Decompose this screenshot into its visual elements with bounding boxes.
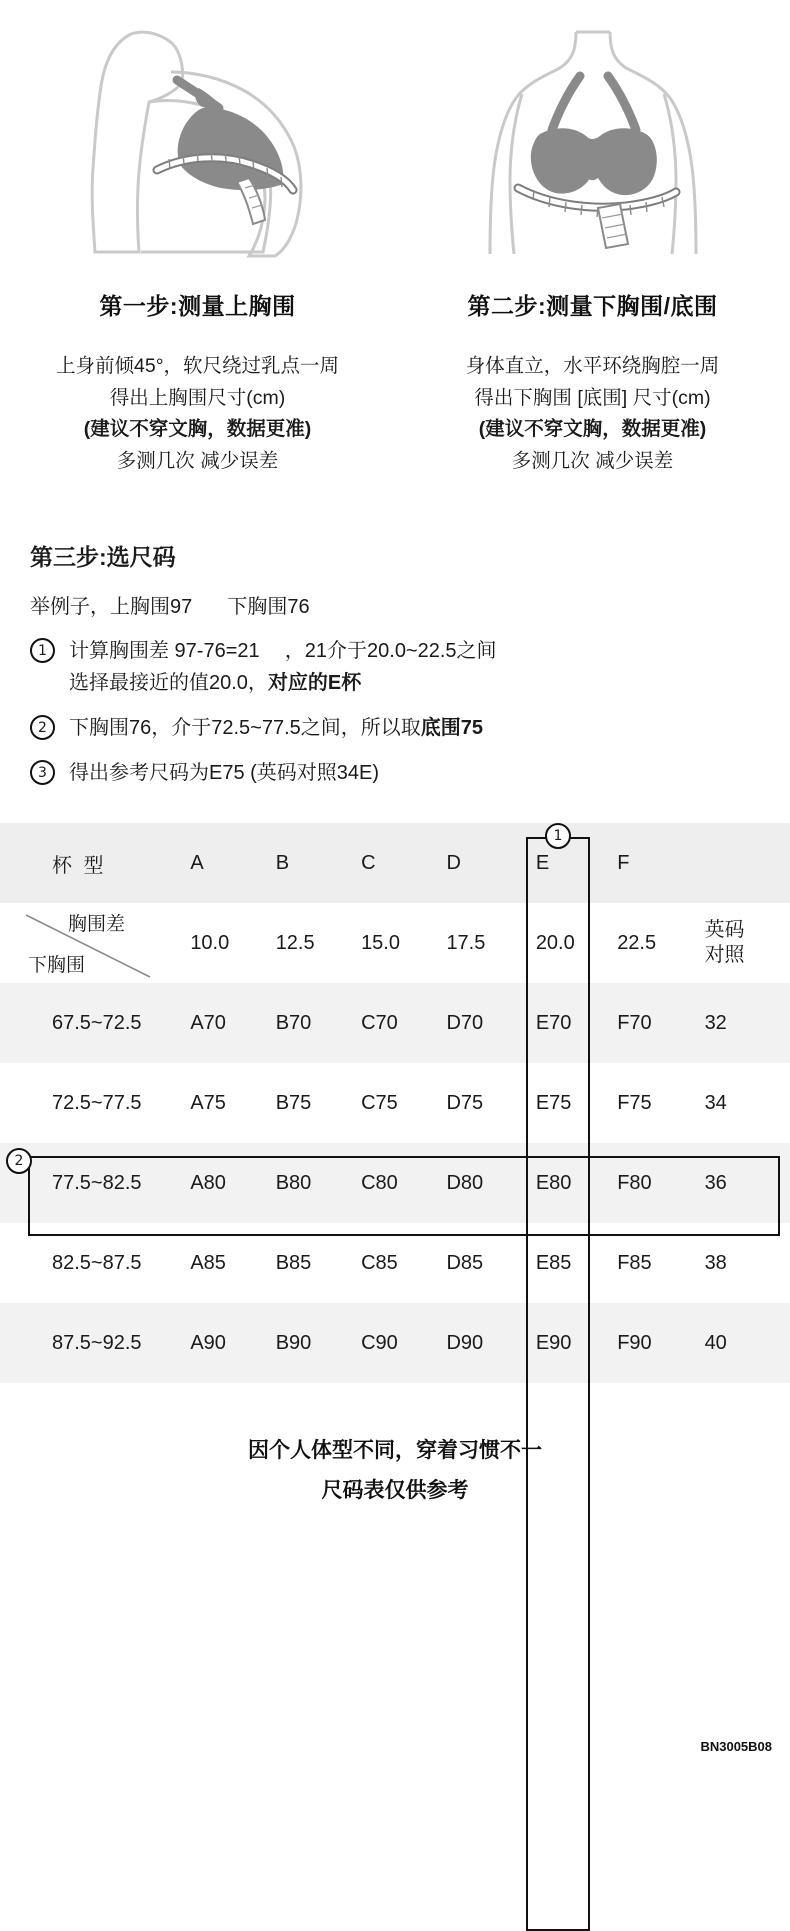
- disclaimer-line-2: 尺码表仅供参考: [321, 1479, 469, 1503]
- step-three-title: 第三步:选尺码: [30, 544, 176, 571]
- size-cell-f: F80: [617, 1171, 652, 1194]
- table-header-row: [0, 823, 790, 903]
- under-bust-illustration: [448, 28, 738, 258]
- table-row: [0, 983, 790, 1063]
- size-cell-a: A70: [190, 1011, 226, 1034]
- size-cell-c: C85: [361, 1251, 398, 1274]
- english-size: 40: [704, 1331, 727, 1354]
- step-one-line-3: (建议不穿文胸，数据更准): [83, 418, 312, 441]
- step-three-item-3: [30, 757, 790, 789]
- item1-line2-b: 对应的E杯: [267, 672, 362, 695]
- cup-col-a: A: [190, 851, 204, 874]
- product-code: BN3005B08: [700, 1739, 772, 1754]
- size-cell-a: A85: [190, 1251, 226, 1274]
- size-cell-e: E85: [535, 1251, 572, 1274]
- size-cell-d: D75: [446, 1091, 484, 1114]
- size-cell-f: F75: [617, 1091, 652, 1114]
- diff-value-a: 10.0: [190, 931, 230, 954]
- item2-line1-b: 底围75: [420, 717, 484, 740]
- item1-line1-a: 计算胸围差 97-76=21: [69, 640, 260, 663]
- size-cell-a: A75: [190, 1091, 226, 1114]
- size-cell-c: C70: [361, 1011, 398, 1034]
- step-one-line-1: 上身前倾45°，软尺绕过乳点一周: [56, 355, 339, 377]
- cup-col-e: E: [535, 851, 550, 874]
- table-row: [0, 1143, 790, 1223]
- diff-value-d: 17.5: [446, 931, 486, 954]
- size-cell-f: F70: [617, 1011, 652, 1034]
- diff-label-bottom: 下胸围: [28, 955, 86, 977]
- item1-line2-a: 选择最接近的值20.0，: [69, 672, 268, 695]
- size-cell-c: C80: [361, 1171, 398, 1194]
- item1-line1-b: ，21介于20.0~22.5之间: [284, 640, 497, 663]
- step-three-section: [0, 539, 790, 789]
- circle-number-2-icon: 2: [30, 715, 55, 740]
- disclaimer-line-1: 因个人体型不同，穿着习惯不一: [248, 1439, 542, 1463]
- step-three-item-2: [30, 712, 790, 744]
- diff-value-f: 22.5: [617, 931, 657, 954]
- band-range: 82.5~87.5: [52, 1251, 142, 1274]
- header-spacer: [691, 823, 790, 903]
- english-size-header: [691, 903, 790, 983]
- size-cell-c: C75: [361, 1091, 398, 1114]
- size-cell-d: D85: [446, 1251, 484, 1274]
- english-size: 32: [704, 1011, 727, 1034]
- item2-line1-a: 下胸围76，介于72.5~77.5之间，所以取: [69, 717, 421, 740]
- size-cell-e: E70: [535, 1011, 572, 1034]
- diff-axis-cell: [0, 903, 178, 983]
- size-cell-f: F90: [617, 1331, 652, 1354]
- item3-line1-a: 得出参考尺码为E75 (英码对照34E): [69, 762, 380, 785]
- disclaimer: [0, 1431, 790, 1511]
- step-three-example: [30, 590, 790, 619]
- table-row: [0, 1063, 790, 1143]
- band-range: 77.5~82.5: [52, 1171, 142, 1194]
- diff-value-c: 15.0: [361, 931, 400, 954]
- diff-value-e: 20.0: [535, 931, 575, 954]
- step-two-line-4: 多测几次 减少误差: [511, 449, 674, 472]
- size-cell-b: B85: [275, 1251, 312, 1274]
- size-cell-b: B70: [275, 1011, 312, 1034]
- size-cell-f: F85: [617, 1251, 652, 1274]
- example-upper-bust: 举例子，上胸围97: [30, 596, 193, 619]
- measurement-figures: [0, 0, 790, 477]
- step-one-line-2: 得出上胸围尺寸(cm): [109, 386, 286, 409]
- marker-row-75-icon: 2: [6, 1148, 32, 1174]
- english-size: 38: [704, 1251, 727, 1274]
- size-cell-c: C90: [361, 1331, 398, 1354]
- band-range: 72.5~77.5: [52, 1091, 142, 1114]
- circle-number-1-icon: 1: [30, 638, 55, 663]
- marker-column-e-icon: 1: [545, 823, 571, 849]
- size-cell-e: E75: [535, 1091, 572, 1114]
- size-cell-a: A80: [190, 1171, 226, 1194]
- size-table: [0, 823, 790, 1383]
- size-cell-e: E80: [535, 1171, 572, 1194]
- size-cell-d: D90: [446, 1331, 484, 1354]
- table-diff-row: [0, 903, 790, 983]
- step-two-line-1: 身体直立，水平环绕胸腔一周: [465, 355, 720, 377]
- step-two-line-3: (建议不穿文胸，数据更准): [478, 418, 707, 441]
- step-three-item-1: [30, 635, 790, 699]
- step-two-description: [466, 351, 720, 477]
- size-cell-d: D70: [446, 1011, 484, 1034]
- step-one-description: [56, 351, 339, 477]
- step-one-line-4: 多测几次 减少误差: [116, 449, 279, 472]
- example-under-bust: 下胸围76: [227, 596, 310, 619]
- english-size-header-line1: 英码: [704, 919, 745, 942]
- step-two-title: 第二步:测量下胸围/底围: [467, 293, 718, 319]
- size-cell-b: B75: [275, 1091, 312, 1114]
- step-one-column: [0, 28, 395, 477]
- size-cell-e: E90: [535, 1331, 572, 1354]
- band-range: 87.5~92.5: [52, 1331, 142, 1354]
- cup-col-b: B: [275, 851, 290, 874]
- cup-col-d: D: [446, 851, 461, 874]
- diff-label-top: 胸围差: [68, 914, 126, 936]
- table-row: [0, 1303, 790, 1383]
- size-cell-d: D80: [446, 1171, 484, 1194]
- diff-value-b: 12.5: [275, 931, 315, 954]
- english-size: 34: [704, 1091, 727, 1114]
- size-cell-b: B80: [275, 1171, 312, 1194]
- cup-col-c: C: [361, 851, 376, 874]
- cup-type-header: 杯 型: [52, 854, 107, 877]
- english-size-header-line2: 对照: [704, 944, 745, 967]
- band-range: 67.5~72.5: [52, 1011, 142, 1034]
- table-row: [0, 1223, 790, 1303]
- size-table-wrapper: [0, 823, 790, 1383]
- english-size: 36: [704, 1171, 727, 1194]
- circle-number-3-icon: 3: [30, 760, 55, 785]
- cup-col-f: F: [617, 851, 630, 874]
- size-cell-b: B90: [275, 1331, 312, 1354]
- step-two-column: [395, 28, 790, 477]
- step-one-title: 第一步:测量上胸围: [99, 293, 296, 319]
- size-cell-a: A90: [190, 1331, 226, 1354]
- upper-bust-illustration: [53, 28, 343, 258]
- step-two-line-2: 得出下胸围 [底围] 尺寸(cm): [474, 386, 711, 409]
